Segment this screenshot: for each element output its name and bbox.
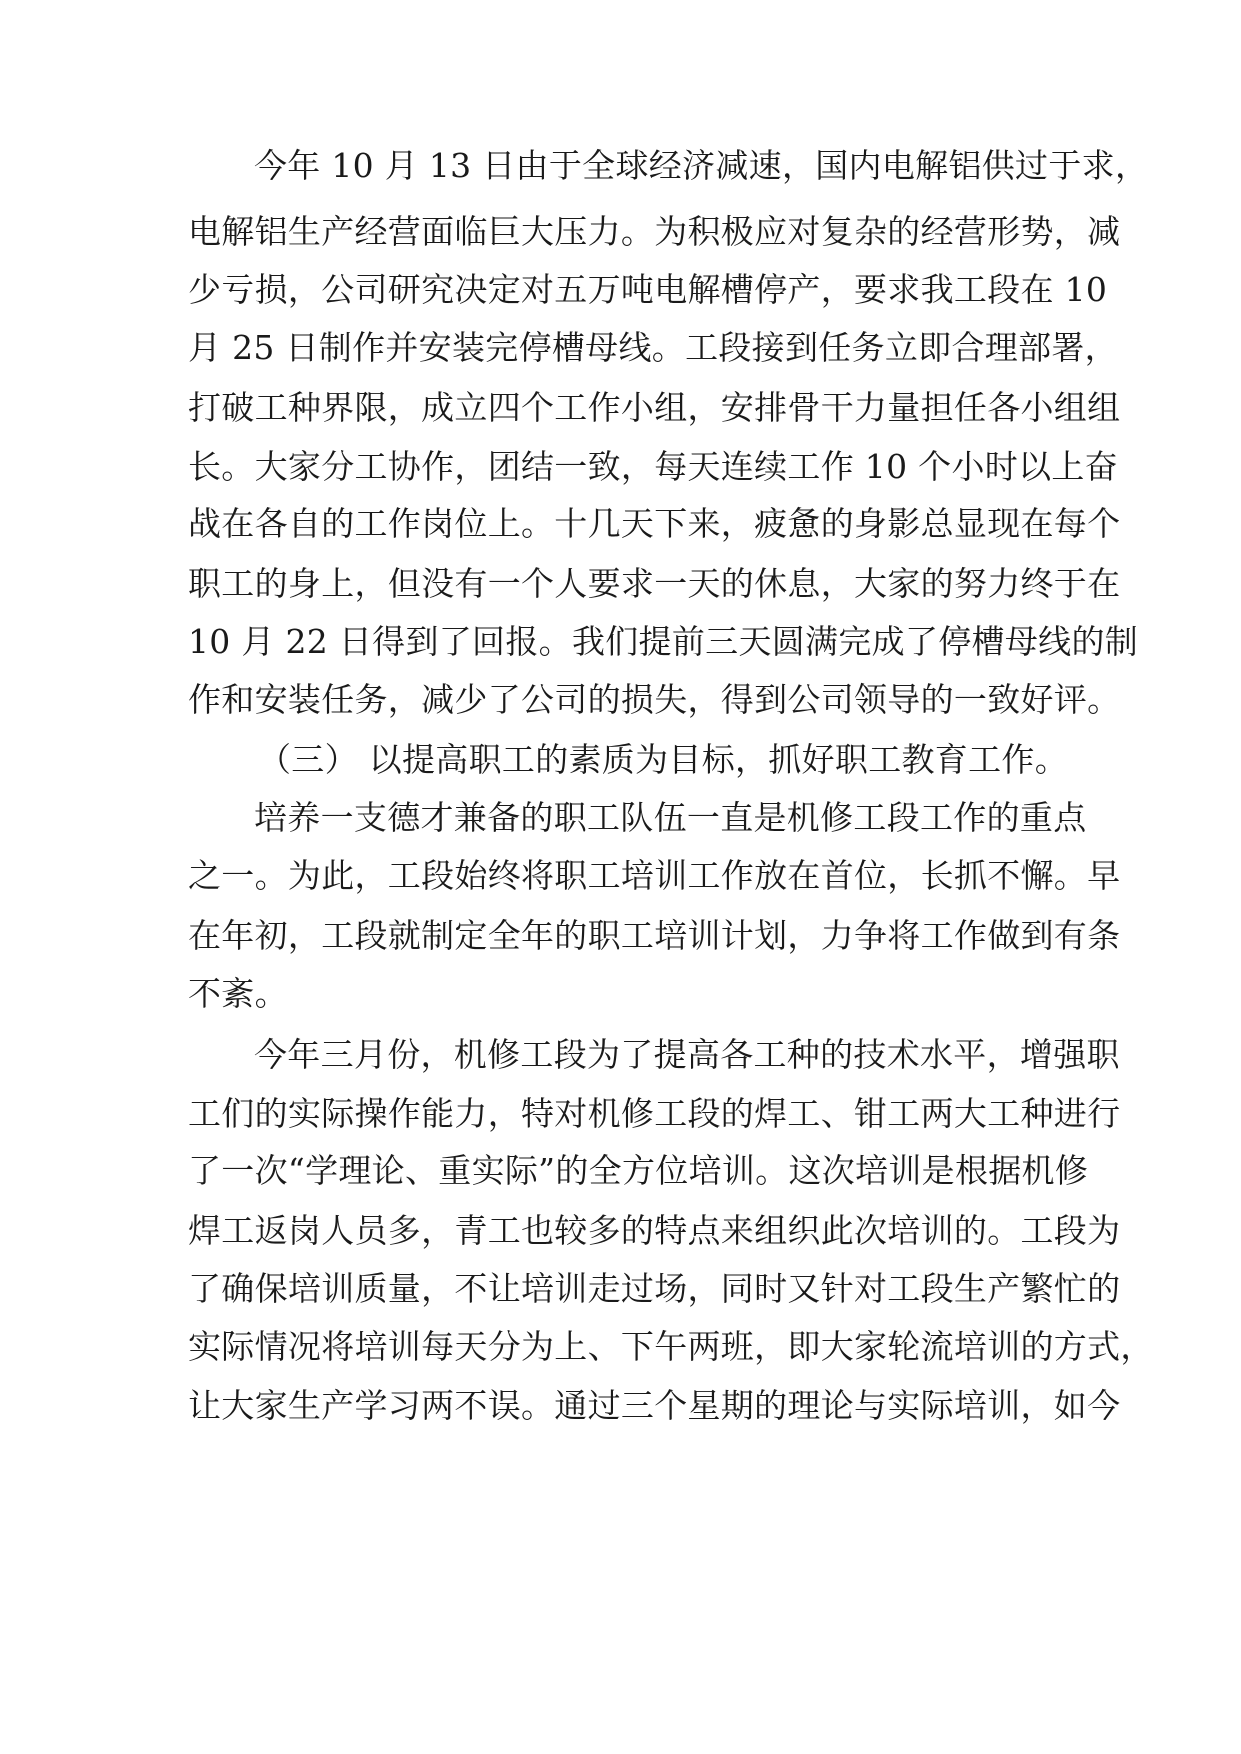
paragraph-line-17: 工们的实际操作能力，特对机修工段的焊工、钳工两大工种进行 (188, 1094, 1121, 1133)
paragraph-line-9: 10 月 22 日得到了回报。我们提前三天圆满完成了停槽母线的制 (188, 622, 1139, 661)
paragraph-line-2: 电解铝生产经营面临巨大压力。为积极应对复杂的经营形势，减 (188, 212, 1121, 251)
paragraph-line-18: 了一次“学理论、重实际”的全方位培训。这次培训是根据机修 (188, 1151, 1089, 1190)
paragraph-line-20: 了确保培训质量，不让培训走过场，同时又针对工段生产繁忙的 (188, 1269, 1121, 1308)
paragraph-line-14: 在年初，工段就制定全年的职工培训计划，力争将工作做到有条 (188, 916, 1121, 955)
paragraph-line-16: 今年三月份，机修工段为了提高各工种的技术水平，增强职 (254, 1035, 1120, 1074)
paragraph-line-19: 焊工返岗人员多，青工也较多的特点来组织此次培训的。工段为 (188, 1211, 1121, 1250)
paragraph-line-6: 长。大家分工协作，团结一致，每天连续工作 10 个小时以上奋 (188, 447, 1118, 486)
paragraph-line-21: 实际情况将培训每天分为上、下午两班，即大家轮流培训的方式， (188, 1327, 1154, 1366)
paragraph-line-1: 今年 10 月 13 日由于全球经济减速，国内电解铝供过于求， (254, 146, 1149, 185)
paragraph-line-10: 作和安装任务，减少了公司的损失，得到公司领导的一致好评。 (188, 680, 1121, 719)
paragraph-line-4: 月 25 日制作并安装完停槽母线。工段接到任务立即合理部署， (188, 328, 1118, 367)
paragraph-line-8: 职工的身上，但没有一个人要求一天的休息，大家的努力终于在 (188, 564, 1121, 603)
section-heading: （三） 以提高职工的素质为目标，抓好职工教育工作。 (258, 740, 1068, 779)
paragraph-line-7: 战在各自的工作岗位上。十几天下来，疲惫的身影总显现在每个 (188, 504, 1121, 543)
paragraph-line-12: 培养一支德才兼备的职工队伍一直是机修工段工作的重点 (254, 798, 1087, 837)
paragraph-line-22: 让大家生产学习两不误。通过三个星期的理论与实际培训，如今 (188, 1386, 1121, 1425)
paragraph-line-15: 不紊。 (188, 974, 288, 1013)
paragraph-line-13: 之一。为此，工段始终将职工培训工作放在首位，长抓不懈。早 (188, 856, 1121, 895)
paragraph-line-3: 少亏损，公司研究决定对五万吨电解槽停产，要求我工段在 10 (188, 270, 1108, 309)
paragraph-line-5: 打破工种界限，成立四个工作小组，安排骨干力量担任各小组组 (188, 388, 1121, 427)
